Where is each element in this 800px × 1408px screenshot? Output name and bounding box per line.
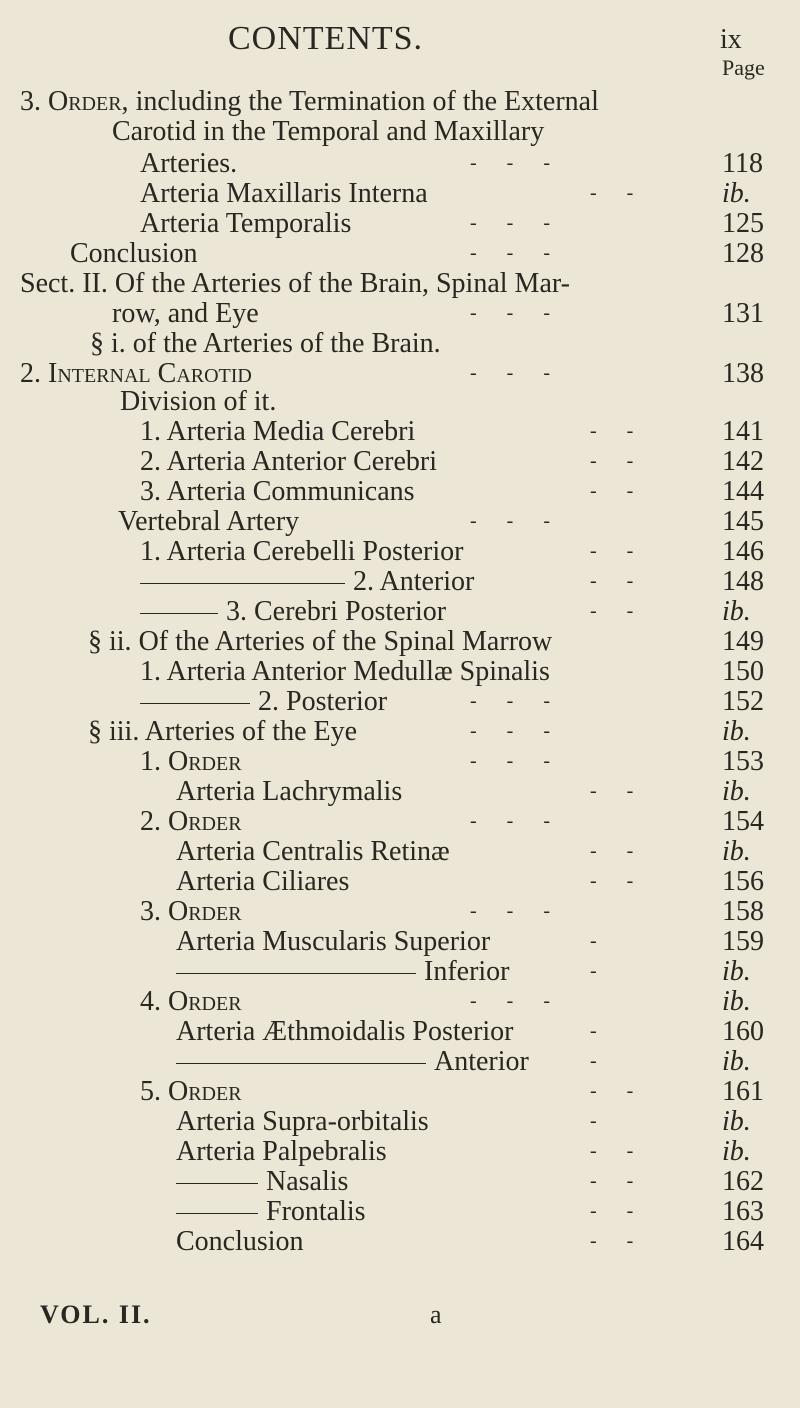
entry-title: Inferior: [424, 956, 510, 987]
page-number: ib.: [722, 178, 751, 209]
entry-title: Arteria Temporalis: [140, 208, 352, 239]
contents-entry: [140, 986, 242, 1018]
entry-prefix: § iii.: [88, 716, 145, 747]
page-number: 145: [722, 506, 764, 537]
signature-mark: a: [430, 1300, 444, 1329]
page-number: 144: [722, 476, 764, 507]
page-number: ib.: [722, 596, 751, 627]
leader-dashes: - - -: [470, 900, 550, 922]
entry-prefix: § ii.: [88, 626, 139, 657]
page-number: 138: [722, 358, 764, 389]
entry-prefix: 1.: [140, 746, 168, 777]
entry-prefix: 3.: [226, 596, 254, 627]
leader-dashes: - -: [590, 420, 634, 442]
entry-title: Arteria Centralis Retinæ: [176, 836, 450, 867]
contents-entry: [140, 746, 242, 778]
entry-prefix: 1.: [140, 656, 167, 687]
leader-dashes: - - -: [470, 510, 550, 532]
entry-prefix: 2.: [258, 686, 286, 717]
page-number: 153: [722, 746, 764, 777]
page-number: 118: [722, 148, 763, 179]
entry-title: Conclusion: [70, 238, 198, 269]
entry-title: Of the Arteries of the Brain, Spinal Mar-: [114, 268, 570, 299]
contents-entry: [20, 268, 570, 300]
contents-entry: [176, 1106, 429, 1138]
entry-title: Arteries.: [140, 148, 238, 179]
leader-dashes: -: [590, 1110, 597, 1132]
contents-entry: [176, 1226, 304, 1258]
page-number: 163: [722, 1196, 764, 1227]
entry-title: Anterior: [434, 1046, 529, 1077]
page-number: 162: [722, 1166, 764, 1197]
entry-title: including the Termination of the External: [128, 86, 599, 117]
page-numeral: ix: [720, 24, 742, 55]
page-number: ib.: [722, 1106, 751, 1137]
entry-title: Arteria Palpebralis: [176, 1136, 387, 1167]
entry-title: Posterior: [286, 686, 388, 717]
leader-dashes: - -: [590, 1230, 634, 1252]
page-number: ib.: [722, 776, 751, 807]
leader-dashes: - -: [590, 600, 634, 622]
contents-entry: [176, 1016, 514, 1048]
page-number: 164: [722, 1226, 764, 1257]
contents-entry: [176, 1046, 529, 1078]
page-number: ib.: [722, 1046, 751, 1077]
leader-dashes: - - -: [470, 750, 550, 772]
entry-prefix: 5.: [140, 1076, 168, 1107]
contents-entry: [90, 328, 441, 360]
entry-title: Arteria Anterior Cerebri: [166, 446, 438, 477]
contents-entry: [88, 716, 357, 748]
page-number: 161: [722, 1076, 764, 1107]
leader-dashes: -: [590, 930, 597, 952]
entry-title: Cerebri Posterior: [254, 596, 447, 627]
entry-prefix: 2.: [20, 358, 48, 389]
entry-title: Division of it.: [120, 386, 277, 417]
contents-entry: [176, 926, 490, 958]
contents-entry: [120, 386, 276, 418]
entry-prefix: 2.: [140, 806, 168, 837]
entry-title: row, and Eye: [112, 298, 259, 329]
contents-entry: [140, 476, 415, 508]
leader-dashes: - - -: [470, 990, 550, 1012]
leader-dashes: - -: [590, 1170, 634, 1192]
ditto-rule: [140, 583, 345, 584]
contents-entry: [118, 506, 299, 538]
contents-entry: [176, 1166, 348, 1198]
entry-title: Nasalis: [266, 1166, 349, 1197]
page-number: 142: [722, 446, 764, 477]
page-number: 154: [722, 806, 764, 837]
contents-entry: [20, 86, 599, 118]
page-number: ib.: [722, 986, 751, 1017]
page-number: 160: [722, 1016, 764, 1047]
page-number: 125: [722, 208, 764, 239]
ditto-rule: [176, 1213, 258, 1214]
contents-entry: [140, 896, 242, 928]
entry-title: Arteria Anterior Medullæ Spinalis: [166, 656, 550, 687]
entry-heading: Order: [168, 896, 242, 927]
page-number: 148: [722, 566, 764, 597]
entry-title: Arteria Communicans: [166, 476, 415, 507]
page-title: CONTENTS.: [228, 20, 424, 57]
ditto-rule: [140, 613, 218, 614]
entry-prefix: 2.: [140, 446, 167, 477]
page-number: 131: [722, 298, 764, 329]
entry-title: Arteria Cerebelli Posterior: [166, 536, 464, 567]
leader-dashes: - -: [590, 540, 634, 562]
leader-dashes: - -: [590, 1080, 634, 1102]
entry-prefix: 3.: [140, 476, 167, 507]
contents-entry: [140, 208, 351, 240]
leader-dashes: - - -: [470, 242, 550, 264]
leader-dashes: - -: [590, 1200, 634, 1222]
leader-dashes: -: [590, 1050, 597, 1072]
contents-entry: [176, 1196, 366, 1228]
entry-heading: Order: [168, 746, 242, 777]
contents-entry: [140, 178, 428, 210]
contents-entry: [112, 116, 544, 148]
entry-prefix: 3.: [20, 86, 48, 117]
entry-prefix: 2.: [353, 566, 380, 597]
contents-entry: [140, 806, 242, 838]
leader-dashes: - - -: [470, 302, 550, 324]
page-number: 149: [722, 626, 764, 657]
contents-entry: [88, 626, 552, 658]
leader-dashes: - -: [590, 780, 634, 802]
page-number: ib.: [722, 836, 751, 867]
contents-entry: [140, 1076, 242, 1108]
entry-prefix: Sect. II.: [20, 268, 115, 299]
entry-prefix: 3.: [140, 896, 168, 927]
ditto-rule: [140, 703, 250, 704]
leader-dashes: - -: [590, 450, 634, 472]
contents-entry: [176, 776, 402, 808]
ditto-rule: [176, 973, 416, 974]
contents-entry: [176, 866, 349, 898]
entry-prefix: 1.: [140, 536, 167, 567]
entry-prefix: 4.: [140, 986, 168, 1017]
entry-title: Arteria Media Cerebri: [166, 416, 416, 447]
entry-prefix: § i.: [90, 328, 133, 359]
entry-title: Arteria Lachrymalis: [176, 776, 403, 807]
leader-dashes: - -: [590, 480, 634, 502]
contents-entry: [140, 416, 415, 448]
leader-dashes: - - -: [470, 720, 550, 742]
entry-title: Arteria Supra-orbitalis: [176, 1106, 429, 1137]
contents-entry: [140, 596, 446, 628]
entry-title: Of the Arteries of the Spinal Marrow: [138, 626, 553, 657]
contents-entry: [112, 298, 259, 330]
entry-title: Arteria Maxillaris Interna: [140, 178, 428, 209]
entry-title: Conclusion: [176, 1226, 304, 1257]
leader-dashes: -: [590, 960, 597, 982]
entry-title: of the Arteries of the Brain.: [132, 328, 441, 359]
leader-dashes: - -: [590, 182, 634, 204]
page-number: 158: [722, 896, 764, 927]
leader-dashes: - -: [590, 570, 634, 592]
contents-entry: [176, 956, 510, 988]
page-number: 141: [722, 416, 764, 447]
page-number: ib.: [722, 716, 751, 747]
contents-entry: [70, 238, 198, 270]
contents-entry: [140, 148, 237, 180]
entry-title: Carotid in the Temporal and Maxillary: [112, 116, 545, 147]
leader-dashes: - - -: [470, 362, 550, 384]
entry-title: Anterior: [379, 566, 475, 597]
page-number: 146: [722, 536, 764, 567]
page-number: 152: [722, 686, 764, 717]
page-number: ib.: [722, 956, 751, 987]
entry-heading: Order: [168, 806, 242, 837]
page-number: 159: [722, 926, 764, 957]
ditto-rule: [176, 1183, 258, 1184]
contents-entry: [140, 656, 550, 688]
leader-dashes: - - -: [470, 810, 550, 832]
entry-heading: Internal Carotid: [48, 358, 252, 389]
entry-title: Arteria Muscularis Superior: [176, 926, 491, 957]
contents-entry: [140, 446, 437, 478]
ditto-rule: [176, 1063, 426, 1064]
leader-dashes: - -: [590, 870, 634, 892]
contents-entry: [140, 566, 474, 598]
contents-entry: [176, 1136, 387, 1168]
entry-title: Arteria Æthmoidalis Posterior: [176, 1016, 514, 1047]
entry-heading: Order: [168, 1076, 242, 1107]
entry-title: Arteries of the Eye: [144, 716, 358, 747]
page-number: ib.: [722, 1136, 751, 1167]
page-number: 156: [722, 866, 764, 897]
leader-dashes: - - -: [470, 212, 550, 234]
contents-entry: [140, 686, 387, 718]
entry-title: Arteria Ciliares: [176, 866, 350, 897]
entry-heading: Order,: [48, 86, 129, 117]
entry-title: Frontalis: [266, 1196, 366, 1227]
leader-dashes: - -: [590, 840, 634, 862]
contents-entry: [176, 836, 450, 868]
entry-title: Vertebral Artery: [118, 506, 300, 537]
leader-dashes: - - -: [470, 152, 550, 174]
leader-dashes: -: [590, 1020, 597, 1042]
leader-dashes: - -: [590, 1140, 634, 1162]
page-number: 128: [722, 238, 764, 269]
contents-entry: [140, 536, 463, 568]
leader-dashes: - - -: [470, 690, 550, 712]
volume-label: VOL. II.: [40, 1300, 152, 1329]
page-number: 150: [722, 656, 764, 687]
entry-heading: Order: [168, 986, 242, 1017]
page-column-label: Page: [722, 55, 765, 80]
entry-prefix: 1.: [140, 416, 167, 447]
